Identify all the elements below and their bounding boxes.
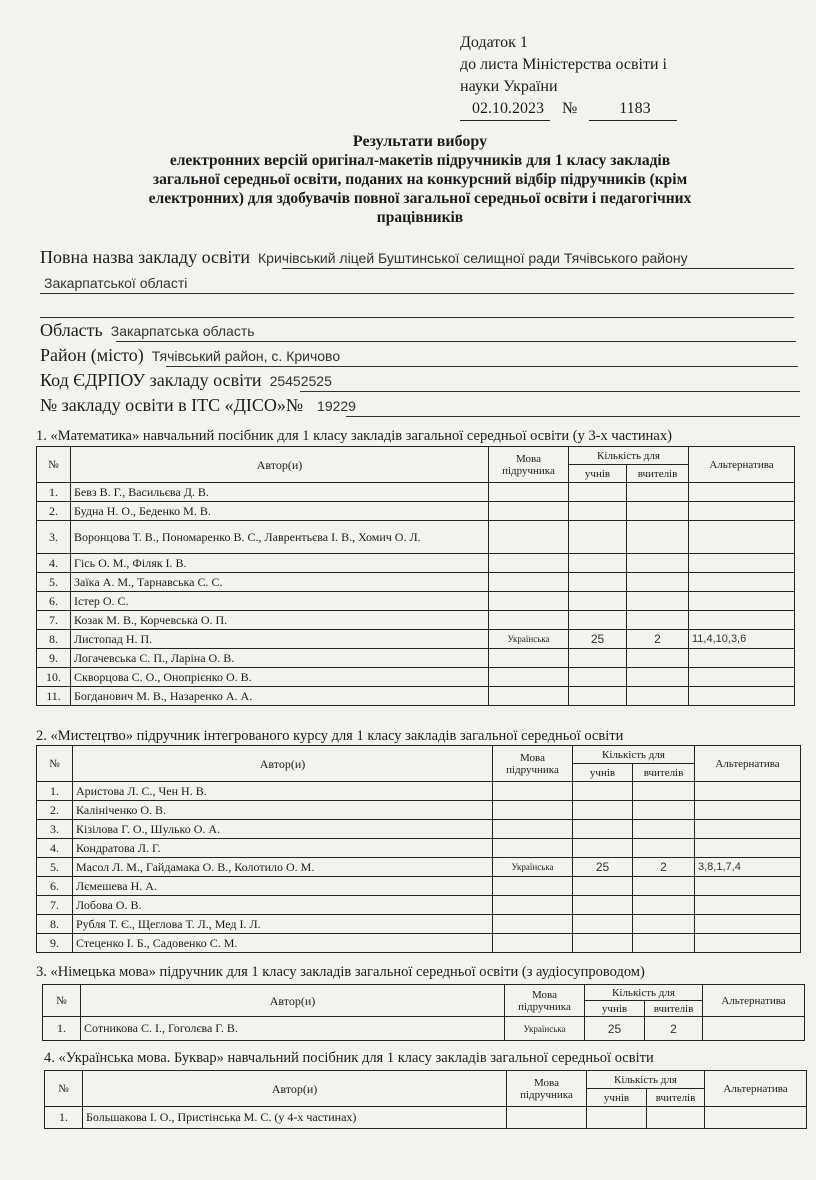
row-number: 2. (37, 502, 71, 521)
itc-number-value: 19229 (317, 398, 356, 414)
row-number: 4. (37, 839, 73, 858)
col-count-header: Кількість для (587, 1071, 705, 1089)
district-label: Район (місто) (40, 345, 144, 365)
title-line-5: працівників (376, 209, 464, 226)
table-row (37, 611, 795, 630)
row-number: 3. (37, 820, 73, 839)
col-alternative-header: Альтернатива (689, 447, 795, 483)
col-number-header: № (37, 746, 73, 782)
col-students-header: учнів (573, 764, 633, 782)
title-line-2: електронних версій оригінал-макетів підручників для 1 класу закладів (169, 152, 671, 169)
underline (116, 341, 796, 342)
col-language-header: Мова підручника (507, 1071, 587, 1107)
col-teachers-header: вчителів (647, 1089, 705, 1107)
row-number: 7. (37, 611, 71, 630)
col-alternative-header: Альтернатива (695, 746, 801, 782)
row-number: 5. (37, 573, 71, 592)
underline (300, 391, 800, 392)
col-number-header: № (43, 985, 81, 1017)
row-number: 2. (37, 801, 73, 820)
row-number: 1. (37, 782, 73, 801)
author-cell: Козак М. В., Корчевська О. П. (71, 611, 489, 630)
author-cell: Будна Н. О., Беденко М. В. (71, 502, 489, 521)
students-cell: 25 (573, 858, 633, 877)
col-author-header: Автор(и) (71, 447, 489, 483)
region-value: Закарпатська область (110, 323, 255, 339)
table-row (37, 668, 795, 687)
row-number: 8. (37, 630, 71, 649)
document-title (40, 132, 800, 227)
institution-name-continuation (44, 272, 187, 293)
table-row (37, 687, 795, 706)
row-number: 5. (37, 858, 73, 877)
section-3-table (42, 984, 805, 1041)
section-4-table (44, 1070, 807, 1129)
row-number: 7. (37, 896, 73, 915)
table-row (37, 858, 801, 877)
row-number: 1. (45, 1107, 83, 1129)
author-cell: Лємешева Н. А. (73, 877, 493, 896)
section-2-table (36, 745, 801, 953)
col-count-header: Кількість для (573, 746, 695, 764)
underline (282, 268, 794, 269)
table-row (37, 820, 801, 839)
table-row (37, 573, 795, 592)
col-author-header: Автор(и) (83, 1071, 507, 1107)
section-2-heading: 2. «Мистецтво» підручник інтегрованого курсу для 1 класу закладів загальної середньої освіти (36, 728, 624, 744)
edrpou-value: 25452525 (269, 373, 332, 389)
author-cell: Сотникова С. І., Гоголєва Г. В. (81, 1017, 505, 1041)
underline (166, 366, 798, 367)
institution-name-value: Кричівський ліцей Буштинської селищної ради Тячівського району (258, 250, 688, 266)
letter-date: 02.10.2023 (460, 98, 550, 121)
edrpou-field (40, 370, 332, 391)
author-cell: Стеценко І. Б., Садовенко С. М. (73, 934, 493, 953)
district-value: Тячівський район, с. Кричово (151, 348, 341, 364)
section-4-heading: 4. «Українська мова. Буквар» навчальний посібник для 1 класу закладів загальної середньої освіти (44, 1050, 654, 1066)
language-cell: Українська (493, 858, 573, 877)
table-row (37, 839, 801, 858)
table-row (37, 801, 801, 820)
section-1-table (36, 446, 795, 706)
institution-name-value-2: Закарпатської області (44, 275, 188, 291)
underline (40, 317, 794, 318)
table-row (37, 934, 801, 953)
district-field (40, 345, 340, 366)
author-cell: Аристова Л. С., Чен Н. В. (73, 782, 493, 801)
itc-number-label: № закладу освіти в ІТС «ДІСО»№ (40, 395, 304, 415)
col-teachers-header: вчителів (627, 465, 689, 483)
author-cell: Гісь О. М., Філяк І. В. (71, 554, 489, 573)
table-row (37, 877, 801, 896)
row-number: 8. (37, 915, 73, 934)
institution-name-label: Повна назва закладу освіти (40, 247, 251, 267)
region-label: Область (40, 320, 103, 340)
table-row (37, 521, 795, 554)
table-row (37, 592, 795, 611)
row-number: 10. (37, 668, 71, 687)
row-number: 3. (37, 521, 71, 554)
section-3-heading: 3. «Німецька мова» підручник для 1 класу закладів загальної середньої освіти (з аудіосупроводом) (36, 964, 645, 980)
alternative-cell: 3,8,1,7,4 (695, 858, 801, 877)
col-number-header: № (37, 447, 71, 483)
table-row (37, 782, 801, 801)
language-cell: Українська (489, 630, 569, 649)
table-row (45, 1107, 807, 1129)
table-row (37, 649, 795, 668)
teachers-cell: 2 (633, 858, 695, 877)
appendix-line-2: до листа Міністерства освіти і (460, 56, 667, 73)
author-cell: Кондратова Л. Г. (73, 839, 493, 858)
title-line-1: Результати вибору (352, 133, 488, 150)
col-teachers-header: вчителів (645, 1001, 703, 1017)
teachers-cell: 2 (627, 630, 689, 649)
col-alternative-header: Альтернатива (703, 985, 805, 1017)
author-cell: Скворцова С. О., Онопрієнко О. В. (71, 668, 489, 687)
author-cell: Бевз В. Г., Васильєва Д. В. (71, 483, 489, 502)
appendix-line-1: Додаток 1 (460, 34, 528, 51)
col-language-header: Мова підручника (505, 985, 585, 1017)
alternative-cell: 11,4,10,3,6 (689, 630, 795, 649)
region-field (40, 320, 255, 341)
appendix-date-line (460, 98, 677, 121)
row-number: 9. (37, 649, 71, 668)
col-count-header: Кількість для (569, 447, 689, 465)
author-cell: Большакова І. О., Пристінська М. С. (у 4-х частинах) (83, 1107, 507, 1129)
col-language-header: Мова підручника (493, 746, 573, 782)
row-number: 1. (43, 1017, 81, 1041)
table-row (37, 554, 795, 573)
underline (346, 416, 800, 417)
row-number: 6. (37, 877, 73, 896)
col-author-header: Автор(и) (81, 985, 505, 1017)
table-row (37, 896, 801, 915)
author-cell: Воронцова Т. В., Пономаренко В. С., Лаврентьєва І. В., Хомич О. Л. (71, 521, 489, 554)
students-cell: 25 (569, 630, 627, 649)
title-line-4: електронних) для здобувачів повної загальної середньої освіти і педагогічних (148, 190, 692, 207)
col-alternative-header: Альтернатива (705, 1071, 807, 1107)
author-cell: Заїка А. М., Тарнавська С. С. (71, 573, 489, 592)
author-cell: Богданович М. В., Назаренко А. А. (71, 687, 489, 706)
col-teachers-header: вчителів (633, 764, 695, 782)
author-cell: Калініченко О. В. (73, 801, 493, 820)
author-cell: Кізілова Г. О., Шулько О. А. (73, 820, 493, 839)
table-row (37, 502, 795, 521)
author-cell: Листопад Н. П. (71, 630, 489, 649)
author-cell: Рубля Т. Є., Щеглова Т. Л., Мед І. Л. (73, 915, 493, 934)
author-cell: Лобова О. В. (73, 896, 493, 915)
col-author-header: Автор(и) (73, 746, 493, 782)
appendix-line-3: науки України (460, 78, 558, 95)
letter-number: 1183 (589, 98, 676, 121)
language-cell: Українська (505, 1017, 585, 1041)
table-row (37, 483, 795, 502)
author-cell: Логачевська С. П., Ларіна О. В. (71, 649, 489, 668)
col-students-header: учнів (569, 465, 627, 483)
underline (40, 293, 794, 294)
row-number: 6. (37, 592, 71, 611)
number-sign: № (562, 100, 578, 117)
students-cell: 25 (585, 1017, 645, 1041)
col-number-header: № (45, 1071, 83, 1107)
col-students-header: учнів (587, 1089, 647, 1107)
row-number: 11. (37, 687, 71, 706)
author-cell: Істер О. С. (71, 592, 489, 611)
edrpou-label: Код ЄДРПОУ закладу освіти (40, 370, 262, 390)
author-cell: Масол Л. М., Гайдамака О. В., Колотило О. М. (73, 858, 493, 877)
col-students-header: учнів (585, 1001, 645, 1017)
row-number: 9. (37, 934, 73, 953)
title-line-3: загальної середньої освіти, поданих на конкурсний відбір підручників (крім (152, 171, 688, 188)
row-number: 1. (37, 483, 71, 502)
institution-name-field (40, 247, 688, 268)
table-row (43, 1017, 805, 1041)
table-row (37, 915, 801, 934)
teachers-cell: 2 (645, 1017, 703, 1041)
col-language-header: Мова підручника (489, 447, 569, 483)
table-row (37, 630, 795, 649)
appendix-header (460, 32, 677, 121)
section-1-heading: 1. «Математика» навчальний посібник для 1 класу закладів загальної середньої освіти (у 3-х частинах) (36, 428, 672, 444)
row-number: 4. (37, 554, 71, 573)
alternative-cell (703, 1017, 805, 1041)
col-count-header: Кількість для (585, 985, 703, 1001)
itc-number-field (40, 395, 356, 416)
